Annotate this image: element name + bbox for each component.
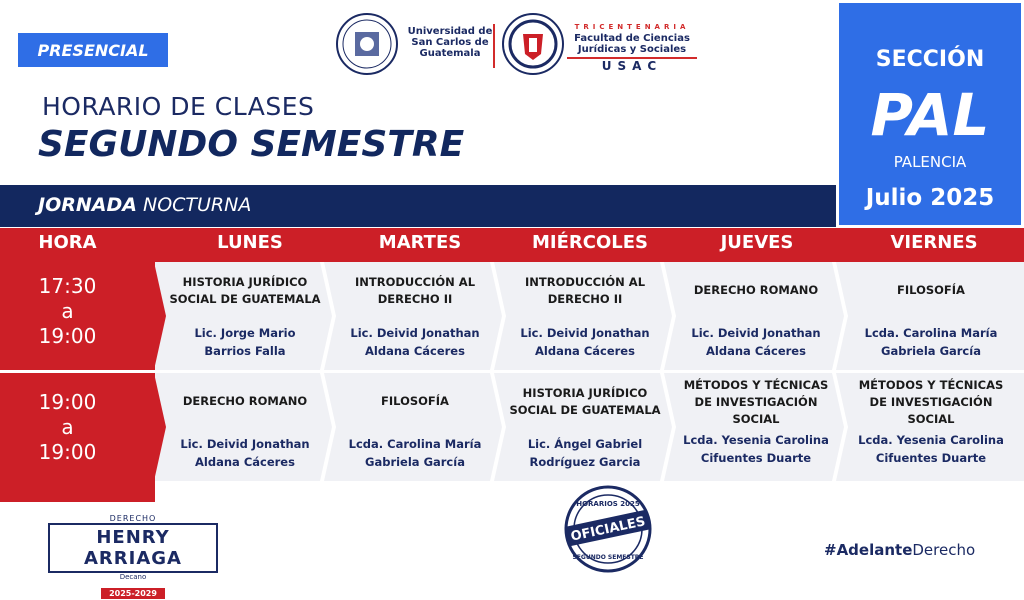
jornada-label: JORNADA NOCTURNA (38, 194, 252, 216)
header-hora: HORA (38, 232, 97, 253)
course-name: MÉTODOS Y TÉCNICAS DE INVESTIGACIÓN SOCIAL (683, 378, 829, 426)
time-slot-1: 17:30 a 19:00 (38, 274, 97, 348)
section-city: PALENCIA (893, 153, 967, 171)
faculty-seal-icon (501, 12, 565, 76)
chevron-separator-icon (832, 262, 850, 370)
stamp-top-text: HORARIOS 2025 (576, 500, 640, 508)
course-name: HISTORIA JURÍDICO SOCIAL DE GUATEMALA (169, 275, 321, 306)
title-main: HORARIO DE CLASES (42, 92, 315, 121)
header-martes: MARTES (378, 232, 462, 253)
chevron-separator-icon (660, 373, 678, 481)
course-name: INTRODUCCIÓN AL DERECHO II (354, 275, 476, 306)
section-label: SECCIÓN (875, 47, 985, 72)
schedule-cell (330, 373, 500, 481)
faculty-name: TRICENTENARIA Facultad de Ciencias Jurídicas y Sociales USAC (567, 22, 697, 72)
time-slot-2: 19:00 a 19:00 (38, 390, 97, 464)
hashtag: #AdelanteDerecho (824, 541, 976, 559)
university-logos (335, 12, 695, 78)
dean-logo: DERECHO HENRY ARRIAGA Decano 2025-2029 (48, 514, 218, 566)
chevron-separator-icon (490, 373, 508, 481)
professor-name: Lic. Ángel Gabriel Rodríguez Garcia (527, 437, 643, 469)
course-name: MÉTODOS Y TÉCNICAS DE INVESTIGACIÓN SOCIAL (858, 378, 1004, 426)
official-stamp-icon (558, 484, 658, 574)
chevron-separator-icon (832, 373, 850, 481)
professor-name: Lic. Deivid Jonathan Aldana Cáceres (180, 437, 310, 469)
course-name: DERECHO ROMANO (693, 283, 819, 297)
modality-badge: PRESENCIAL (18, 33, 168, 67)
schedule-cell (500, 373, 670, 481)
stamp-bottom-text: SEGUNDO SEMESTRE (572, 554, 644, 561)
section-box (836, 0, 1024, 228)
header-jueves: JUEVES (720, 232, 794, 253)
professor-name: Lic. Deivid Jonathan Aldana Cáceres (350, 326, 480, 358)
chevron-separator-icon (150, 262, 168, 370)
schedule-cell (330, 262, 500, 370)
schedule-cell (670, 262, 842, 370)
chevron-separator-icon (320, 262, 338, 370)
chevron-separator-icon (490, 262, 508, 370)
header-viernes: VIERNES (890, 232, 978, 253)
course-name: FILOSOFÍA (897, 283, 965, 297)
header-lunes: LUNES (217, 232, 283, 253)
professor-name: Lic. Jorge Mario Barrios Falla (194, 326, 296, 358)
schedule-cell (670, 373, 842, 481)
logo-divider (493, 24, 495, 68)
section-date: Julio 2025 (865, 185, 995, 211)
professor-name: Lic. Deivid Jonathan Aldana Cáceres (691, 326, 821, 358)
university-name: Universidad de San Carlos de Guatemala (407, 26, 493, 59)
schedule-cell (842, 373, 1020, 481)
chevron-separator-icon (320, 373, 338, 481)
professor-name: Lcda. Carolina María Gabriela García (348, 437, 482, 469)
jornada-bar (0, 185, 836, 227)
usac-seal-icon (335, 12, 399, 76)
course-name: HISTORIA JURÍDICO SOCIAL DE GUATEMALA (509, 386, 661, 417)
chevron-separator-icon (660, 262, 678, 370)
title-semester: SEGUNDO SEMESTRE (38, 124, 465, 165)
schedule-cell (500, 262, 670, 370)
header-miercoles: MIÉRCOLES (531, 232, 648, 253)
course-name: DERECHO ROMANO (182, 394, 308, 408)
hora-divider (0, 370, 155, 373)
schedule-cell (160, 373, 330, 481)
professor-name: Lcda. Yesenia Carolina Cifuentes Duarte (858, 433, 1004, 465)
stamp-main-text: OFICIALES (569, 514, 647, 545)
schedule-cell (842, 262, 1020, 370)
schedule-header (0, 228, 1024, 262)
section-code: PAL (870, 81, 990, 149)
chevron-separator-icon (150, 373, 168, 481)
course-name: INTRODUCCIÓN AL DERECHO II (524, 275, 646, 306)
course-name: FILOSOFÍA (381, 394, 449, 408)
schedule-table (0, 228, 1024, 502)
professor-name: Lcda. Yesenia Carolina Cifuentes Duarte (683, 433, 829, 465)
hora-column (0, 262, 155, 502)
professor-name: Lic. Deivid Jonathan Aldana Cáceres (520, 326, 650, 358)
schedule-cell (160, 262, 330, 370)
professor-name: Lcda. Carolina María Gabriela García (864, 326, 998, 358)
